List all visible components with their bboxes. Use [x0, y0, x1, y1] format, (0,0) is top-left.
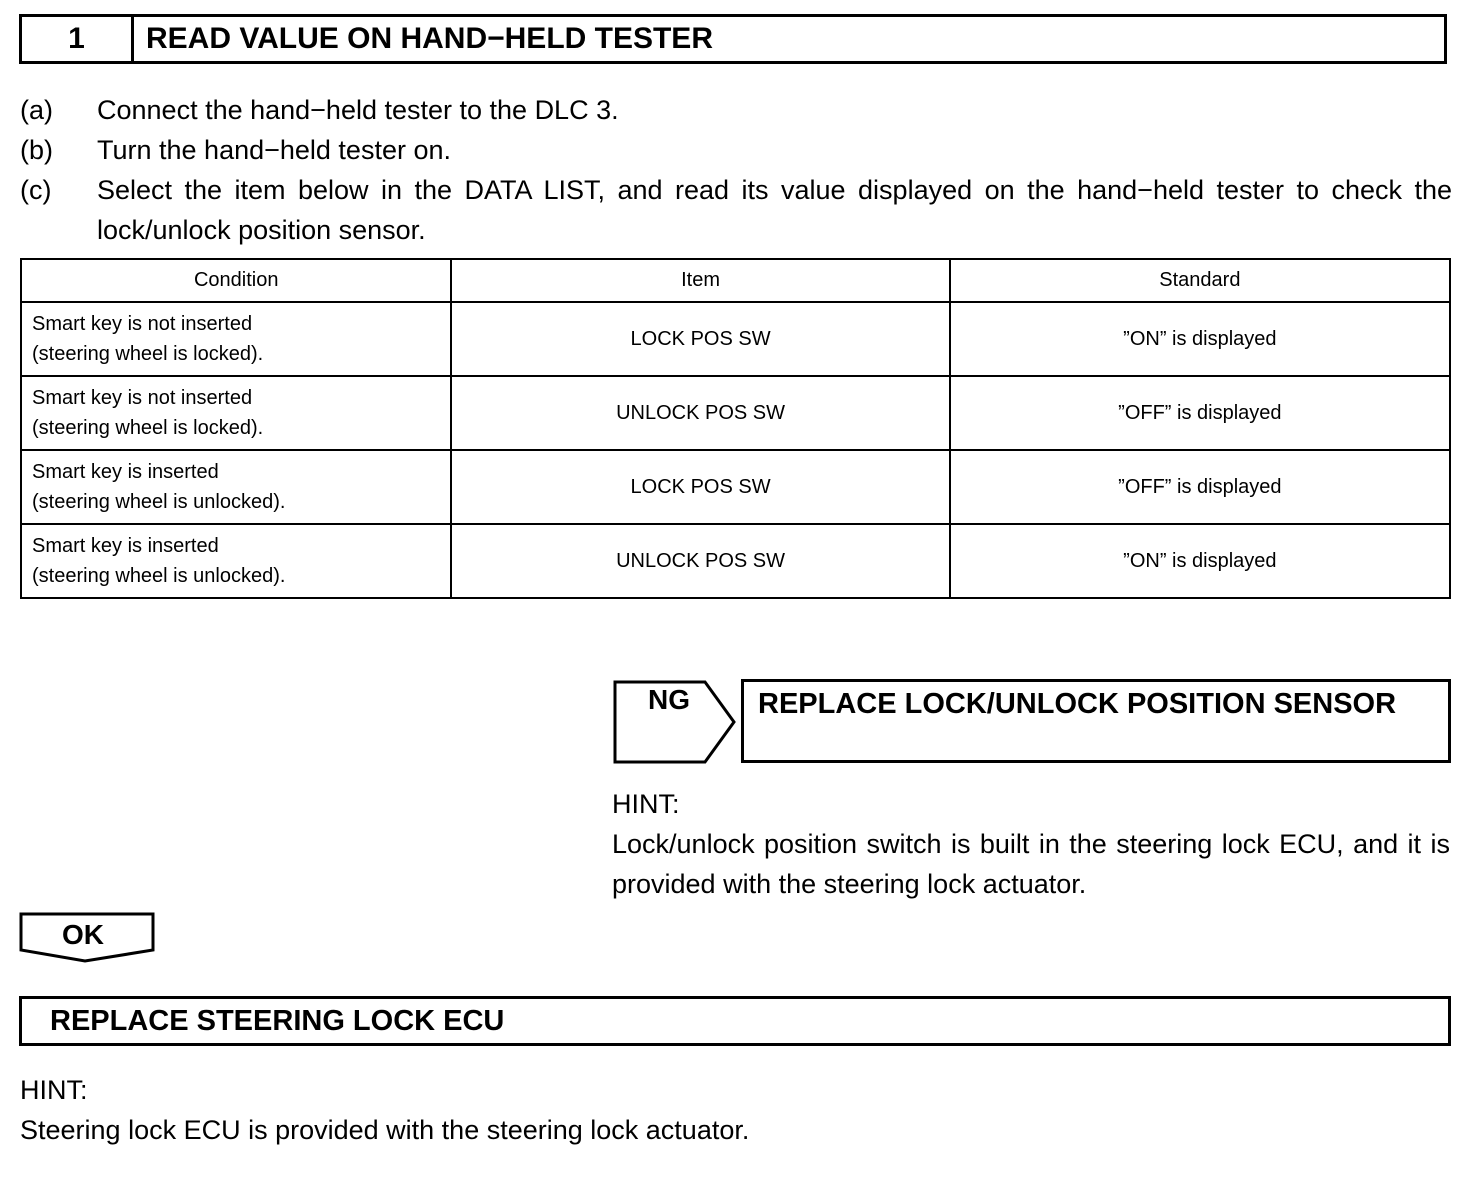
step-header — [19, 14, 1447, 64]
item-cell: UNLOCK POS SW — [451, 376, 949, 450]
item-cell: UNLOCK POS SW — [451, 524, 949, 598]
instruction-item — [20, 170, 1452, 250]
condition-line: (steering wheel is unlocked). — [32, 565, 286, 587]
column-header-condition: Condition — [21, 259, 451, 302]
ok-action-box: REPLACE STEERING LOCK ECU — [19, 996, 1451, 1046]
instruction-item — [20, 90, 1452, 130]
ng-label: NG — [648, 684, 690, 715]
standard-cell: ”ON” is displayed — [950, 524, 1450, 598]
condition-line: Smart key is inserted — [32, 461, 219, 483]
ng-hint-title: HINT: — [612, 789, 680, 819]
ng-hint-text: Lock/unlock position switch is built in the steering lock ECU, and it is provided with the steering lock actuator. — [612, 829, 1450, 899]
instruction-label: (b) — [20, 135, 53, 165]
ok-label: OK — [62, 919, 104, 950]
table-row — [21, 376, 1450, 450]
standard-cell: ”OFF” is displayed — [950, 376, 1450, 450]
condition-cell — [21, 302, 451, 376]
instruction-text: Select the item below in the DATA LIST, and read its value displayed on the hand−held tester to check the lock/unlock position sensor. — [97, 175, 1452, 245]
condition-line: (steering wheel is locked). — [32, 343, 264, 365]
condition-line: (steering wheel is unlocked). — [32, 491, 286, 513]
instruction-text: Connect the hand−held tester to the DLC 3. — [97, 95, 619, 125]
column-header-standard: Standard — [950, 259, 1450, 302]
step-title: READ VALUE ON HAND−HELD TESTER — [146, 22, 713, 55]
instruction-label: (c) — [20, 175, 52, 205]
condition-line: (steering wheel is locked). — [32, 417, 264, 439]
item-cell: LOCK POS SW — [451, 302, 949, 376]
condition-cell — [21, 450, 451, 524]
standard-cell: ”ON” is displayed — [950, 302, 1450, 376]
condition-line: Smart key is not inserted — [32, 387, 253, 409]
condition-cell — [21, 524, 451, 598]
table-header-row — [21, 259, 1450, 302]
standard-cell: ”OFF” is displayed — [950, 450, 1450, 524]
instruction-text: Turn the hand−held tester on. — [97, 135, 451, 165]
instruction-item — [20, 130, 1452, 170]
ng-action-box: REPLACE LOCK/UNLOCK POSITION SENSOR — [741, 679, 1451, 763]
ok-hint-title: HINT: — [20, 1075, 88, 1105]
column-header-item: Item — [451, 259, 949, 302]
condition-line: Smart key is inserted — [32, 535, 219, 557]
condition-cell — [21, 376, 451, 450]
ok-hint-text: Steering lock ECU is provided with the steering lock actuator. — [20, 1115, 750, 1145]
item-cell: LOCK POS SW — [451, 450, 949, 524]
instruction-label: (a) — [20, 95, 53, 125]
step-number: 1 — [22, 17, 134, 61]
data-list-table — [20, 258, 1451, 599]
table-row — [21, 524, 1450, 598]
table-row — [21, 302, 1450, 376]
condition-line: Smart key is not inserted — [32, 313, 253, 335]
table-row — [21, 450, 1450, 524]
